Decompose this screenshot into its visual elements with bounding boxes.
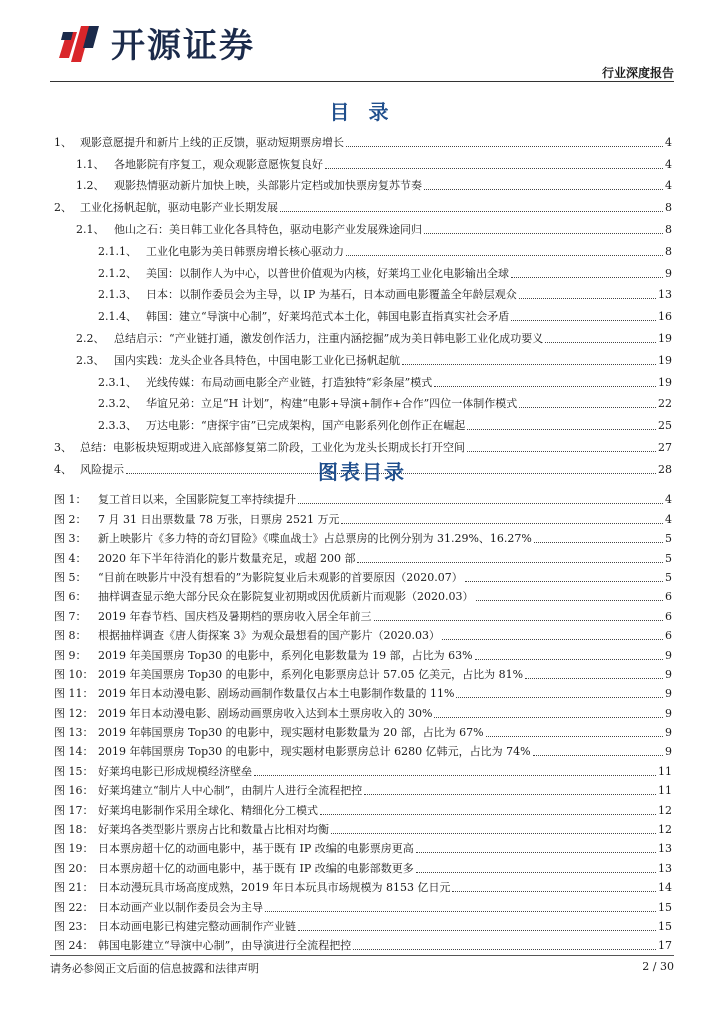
figure-entry[interactable] bbox=[0, 837, 724, 856]
entry-title: 日本动画电影已构建完整动画制作产业链 bbox=[98, 919, 296, 933]
entry-title: 观影意愿提升和新片上线的正反馈，驱动短期票房增长 bbox=[80, 135, 344, 149]
entry-title: 日本：以制作委员会为主导，以 IP 为基石，日本动画电影覆盖全年龄层观众 bbox=[146, 288, 517, 302]
entry-page-number: 19 bbox=[658, 353, 672, 367]
dot-leader bbox=[465, 581, 663, 582]
header-divider bbox=[50, 81, 674, 82]
toc-entry[interactable] bbox=[0, 172, 724, 194]
figure-entry[interactable] bbox=[0, 876, 724, 895]
entry-number: 2.3.2、 bbox=[98, 397, 137, 411]
entry-number: 图 1： bbox=[54, 493, 87, 507]
figure-entry[interactable] bbox=[0, 507, 724, 526]
entry-page-number: 12 bbox=[658, 803, 672, 817]
entry-page-number: 15 bbox=[658, 900, 672, 914]
figure-entry[interactable] bbox=[0, 585, 724, 604]
entry-number: 3、 bbox=[54, 440, 72, 454]
entry-title: 华谊兄弟：立足“H 计划”，构建“电影+导演+制作+合作”四位一体制作模式 bbox=[146, 397, 518, 411]
figure-entry[interactable] bbox=[0, 779, 724, 798]
entry-number: 图 19： bbox=[54, 842, 94, 856]
dot-leader bbox=[298, 503, 663, 504]
toc-heading: 目 录 bbox=[329, 100, 395, 124]
dot-leader bbox=[374, 620, 664, 621]
figure-entry[interactable] bbox=[0, 721, 724, 740]
entry-number: 图 9： bbox=[54, 648, 87, 662]
figure-entry[interactable] bbox=[0, 856, 724, 875]
entry-title: 日本票房超十亿的动画电影中，基于既有 IP 改编的电影票房更高 bbox=[98, 842, 414, 856]
dot-leader bbox=[416, 852, 656, 853]
dot-leader bbox=[325, 168, 663, 169]
dot-leader bbox=[364, 794, 656, 795]
entry-number: 2.1.2、 bbox=[98, 266, 137, 280]
entry-number: 2、 bbox=[54, 201, 72, 215]
entry-number: 2.1、 bbox=[76, 222, 105, 236]
dot-leader bbox=[467, 451, 656, 452]
logo-mark-icon bbox=[55, 18, 107, 66]
entry-page-number: 11 bbox=[658, 764, 672, 778]
dot-leader bbox=[519, 407, 656, 408]
dot-leader bbox=[442, 639, 663, 640]
entry-number: 4、 bbox=[54, 462, 72, 476]
entry-page-number: 9 bbox=[665, 266, 672, 280]
entry-title: 总结启示：“产业链打通，激发创作活力，注重内涵挖掘”成为美日韩电影工业化成功要义 bbox=[114, 331, 544, 345]
entry-number: 图 4： bbox=[54, 551, 87, 565]
entry-title: 日本票房超十亿的动画电影中，基于既有 IP 改编的电影部数更多 bbox=[98, 861, 414, 875]
entry-title: 风险提示 bbox=[80, 462, 124, 476]
figure-entry[interactable] bbox=[0, 915, 724, 934]
entry-number: 图 2： bbox=[54, 512, 87, 526]
toc-entry[interactable] bbox=[0, 215, 724, 237]
toc-entry[interactable] bbox=[0, 281, 724, 303]
figure-entry[interactable] bbox=[0, 895, 724, 914]
page-number: 2 / 30 bbox=[642, 960, 674, 973]
figure-entry[interactable] bbox=[0, 663, 724, 682]
entry-page-number: 19 bbox=[658, 331, 672, 345]
dot-leader bbox=[280, 211, 663, 212]
entry-page-number: 15 bbox=[658, 919, 672, 933]
figure-entry[interactable] bbox=[0, 934, 724, 953]
company-name: 开源证券 bbox=[111, 25, 255, 66]
dot-leader bbox=[346, 146, 663, 147]
dot-leader bbox=[346, 255, 663, 256]
dot-leader bbox=[357, 562, 663, 563]
dot-leader bbox=[265, 911, 656, 912]
toc-entry[interactable] bbox=[0, 390, 724, 412]
entry-page-number: 28 bbox=[658, 462, 672, 476]
toc-entry[interactable] bbox=[0, 433, 724, 455]
entry-title: 2020 年下半年待消化的影片数量充足，或超 200 部 bbox=[98, 551, 356, 565]
entry-number: 图 3： bbox=[54, 532, 87, 546]
entry-number: 图 14： bbox=[54, 745, 94, 759]
entry-number: 2.1.1、 bbox=[98, 244, 137, 258]
entry-number: 2.1.3、 bbox=[98, 288, 137, 302]
entry-title: 工业化扬帆起航，驱动电影产业长期发展 bbox=[80, 201, 278, 215]
figure-entry[interactable] bbox=[0, 604, 724, 623]
dot-leader bbox=[402, 364, 656, 365]
entry-page-number: 11 bbox=[658, 784, 672, 798]
figure-entry[interactable] bbox=[0, 624, 724, 643]
list-of-figures bbox=[0, 488, 724, 953]
dot-leader bbox=[511, 320, 656, 321]
entry-page-number: 8 bbox=[665, 244, 672, 258]
dot-leader bbox=[545, 342, 656, 343]
entry-title: 日本动漫玩具市场高度成熟，2019 年日本玩具市场规模为 8153 亿日元 bbox=[98, 881, 451, 895]
dot-leader bbox=[416, 872, 656, 873]
entry-number: 图 5： bbox=[54, 570, 87, 584]
entry-page-number: 4 bbox=[665, 135, 672, 149]
company-logo bbox=[55, 18, 255, 66]
entry-number: 图 17： bbox=[54, 803, 94, 817]
entry-page-number: 19 bbox=[658, 375, 672, 389]
entry-number: 图 18： bbox=[54, 823, 94, 837]
entry-title: 工业化电影为美日韩票房增长核心驱动力 bbox=[146, 244, 344, 258]
entry-number: 2.3.1、 bbox=[98, 375, 137, 389]
entry-page-number: 4 bbox=[665, 179, 672, 193]
entry-title: 各地影院有序复工，观众观影意愿恢复良好 bbox=[114, 157, 323, 171]
dot-leader bbox=[298, 930, 656, 931]
entry-title: 2019 年韩国票房 Top30 的电影中，现实题材电影票房总计 6280 亿韩元，占比为 74% bbox=[98, 745, 531, 759]
figure-entry[interactable] bbox=[0, 566, 724, 585]
figure-entry[interactable] bbox=[0, 759, 724, 778]
entry-number: 1.1、 bbox=[76, 157, 105, 171]
entry-title: 2019 年日本动漫电影、剧场动画制作数量仅占本土电影制作数量的 11% bbox=[98, 687, 455, 701]
entry-title: 美国：以制作人为中心，以普世价值观为内核，好莱坞工业化电影输出全球 bbox=[146, 266, 509, 280]
table-of-contents bbox=[0, 128, 724, 477]
entry-page-number: 5 bbox=[665, 551, 672, 565]
dot-leader bbox=[467, 429, 656, 430]
dot-leader bbox=[434, 717, 663, 718]
figures-heading: 图表目录 bbox=[318, 460, 406, 484]
entry-number: 图 24： bbox=[54, 939, 94, 953]
dot-leader bbox=[331, 833, 656, 834]
entry-title: 光线传媒：布局动画电影全产业链，打造独特“彩条屋”模式 bbox=[146, 375, 433, 389]
dot-leader bbox=[456, 697, 663, 698]
toc-entry[interactable] bbox=[0, 324, 724, 346]
entry-number: 图 11： bbox=[54, 687, 94, 701]
toc-entry[interactable] bbox=[0, 259, 724, 281]
entry-title: 韩国：建立“导演中心制”，好莱坞范式本土化，韩国电影直指真实社会矛盾 bbox=[146, 310, 510, 324]
entry-number: 图 13： bbox=[54, 726, 94, 740]
entry-title: 国内实践：龙头企业各具特色，中国电影工业化已扬帆起航 bbox=[114, 353, 400, 367]
toc-entry[interactable] bbox=[0, 237, 724, 259]
toc-entry[interactable] bbox=[0, 368, 724, 390]
entry-number: 1.2、 bbox=[76, 179, 105, 193]
entry-number: 2.3、 bbox=[76, 353, 105, 367]
toc-entry[interactable] bbox=[0, 128, 724, 150]
entry-title: 2019 年韩国票房 Top30 的电影中，现实题材电影数量为 20 部，占比为 67% bbox=[98, 726, 484, 740]
entry-page-number: 8 bbox=[665, 222, 672, 236]
figure-entry[interactable] bbox=[0, 798, 724, 817]
dot-leader bbox=[533, 755, 663, 756]
entry-page-number: 17 bbox=[658, 939, 672, 953]
entry-page-number: 9 bbox=[665, 667, 672, 681]
dot-leader bbox=[452, 891, 656, 892]
dot-leader bbox=[476, 600, 664, 601]
dot-leader bbox=[353, 949, 656, 950]
entry-title: 总结：电影板块短期或进入底部修复第二阶段，工业化为龙头长期成长打开空间 bbox=[80, 440, 465, 454]
entry-page-number: 4 bbox=[665, 512, 672, 526]
entry-number: 图 23： bbox=[54, 919, 94, 933]
entry-page-number: 4 bbox=[665, 493, 672, 507]
entry-page-number: 13 bbox=[658, 842, 672, 856]
entry-number: 图 10： bbox=[54, 667, 94, 681]
entry-page-number: 22 bbox=[658, 397, 672, 411]
entry-title: 他山之石：美日韩工业化各具特色，驱动电影产业发展殊途同归 bbox=[114, 222, 422, 236]
entry-page-number: 6 bbox=[665, 590, 672, 604]
entry-number: 2.2、 bbox=[76, 331, 105, 345]
entry-title: 2019 年日本动漫电影、剧场动画票房收入达到本土票房收入的 30% bbox=[98, 706, 433, 720]
entry-number: 图 8： bbox=[54, 629, 87, 643]
figure-entry[interactable] bbox=[0, 546, 724, 565]
entry-number: 图 12： bbox=[54, 706, 94, 720]
dot-leader bbox=[486, 736, 663, 737]
toc-entry[interactable] bbox=[0, 193, 724, 215]
dot-leader bbox=[424, 189, 663, 190]
entry-title: 抽样调查显示绝大部分民众在影院复业初期或因优质新片而观影（2020.03） bbox=[98, 590, 474, 604]
dot-leader bbox=[424, 233, 663, 234]
entry-number: 图 16： bbox=[54, 784, 94, 798]
entry-page-number: 9 bbox=[665, 745, 672, 759]
entry-title: 2019 年春节档、国庆档及暑期档的票房收入居全年前三 bbox=[98, 609, 372, 623]
figure-entry[interactable] bbox=[0, 701, 724, 720]
entry-title: 好莱坞电影制作采用全球化、精细化分工模式 bbox=[98, 803, 318, 817]
disclaimer-text: 请务必参阅正文后面的信息披露和法律声明 bbox=[50, 962, 259, 975]
entry-page-number: 9 bbox=[665, 648, 672, 662]
dot-leader bbox=[475, 659, 663, 660]
entry-number: 图 22： bbox=[54, 900, 94, 914]
entry-number: 1、 bbox=[54, 135, 72, 149]
entry-title: 韩国电影建立“导演中心制”，由导演进行全流程把控 bbox=[98, 939, 352, 953]
figure-entry[interactable] bbox=[0, 740, 724, 759]
dot-leader bbox=[525, 678, 663, 679]
report-type-label: 行业深度报告 bbox=[601, 66, 674, 80]
page-header bbox=[0, 0, 724, 82]
entry-page-number: 13 bbox=[658, 861, 672, 875]
entry-page-number: 9 bbox=[665, 687, 672, 701]
entry-title: 2019 年美国票房 Top30 的电影中，系列化电影数量为 19 部，占比为 63% bbox=[98, 648, 473, 662]
entry-title: 根据抽样调查《唐人街探案 3》为观众最想看的国产影片（2020.03） bbox=[98, 629, 440, 643]
entry-page-number: 9 bbox=[665, 726, 672, 740]
figure-entry[interactable] bbox=[0, 527, 724, 546]
footer-divider bbox=[50, 955, 674, 956]
dot-leader bbox=[254, 775, 656, 776]
toc-entry[interactable] bbox=[0, 150, 724, 172]
entry-page-number: 14 bbox=[658, 881, 672, 895]
entry-page-number: 6 bbox=[665, 629, 672, 643]
entry-title: 好莱坞建立“制片人中心制”，由制片人进行全流程把控 bbox=[98, 784, 363, 798]
figure-entry[interactable] bbox=[0, 643, 724, 662]
entry-number: 图 15： bbox=[54, 764, 94, 778]
dot-leader bbox=[434, 386, 656, 387]
dot-leader bbox=[511, 277, 663, 278]
dot-leader bbox=[534, 542, 663, 543]
entry-page-number: 25 bbox=[658, 419, 672, 433]
entry-number: 图 6： bbox=[54, 590, 87, 604]
entry-title: 好莱坞电影已形成规模经济壁垒 bbox=[98, 764, 252, 778]
entry-page-number: 13 bbox=[658, 288, 672, 302]
entry-title: 观影热情驱动新片加快上映，头部影片定档或加快票房复苏节奏 bbox=[114, 179, 422, 193]
entry-page-number: 9 bbox=[665, 706, 672, 720]
dot-leader bbox=[320, 814, 656, 815]
toc-entry[interactable] bbox=[0, 411, 724, 433]
figure-entry[interactable] bbox=[0, 818, 724, 837]
entry-number: 2.3.3、 bbox=[98, 419, 137, 433]
dot-leader bbox=[341, 523, 663, 524]
entry-title: 日本动画产业以制作委员会为主导 bbox=[98, 900, 263, 914]
entry-number: 图 7： bbox=[54, 609, 87, 623]
entry-page-number: 27 bbox=[658, 440, 672, 454]
entry-number: 2.1.4、 bbox=[98, 310, 137, 324]
entry-page-number: 6 bbox=[665, 609, 672, 623]
toc-entry[interactable] bbox=[0, 302, 724, 324]
entry-page-number: 5 bbox=[665, 570, 672, 584]
entry-page-number: 5 bbox=[665, 532, 672, 546]
figure-entry[interactable] bbox=[0, 682, 724, 701]
figure-entry[interactable] bbox=[0, 488, 724, 507]
entry-title: 好莱坞各类型影片票房占比和数量占比相对均衡 bbox=[98, 823, 329, 837]
entry-number: 图 20： bbox=[54, 861, 94, 875]
entry-page-number: 16 bbox=[658, 310, 672, 324]
entry-title: 复工首日以来，全国影院复工率持续提升 bbox=[98, 493, 296, 507]
entry-title: 7 月 31 日出票数量 78 万张，日票房 2521 万元 bbox=[98, 512, 340, 526]
entry-page-number: 8 bbox=[665, 201, 672, 215]
entry-page-number: 12 bbox=[658, 823, 672, 837]
entry-title: 新上映影片《多力特的奇幻冒险》《喋血战士》占总票房的比例分别为 31.29%、16.27% bbox=[98, 532, 532, 546]
entry-page-number: 4 bbox=[665, 157, 672, 171]
dot-leader bbox=[519, 298, 656, 299]
entry-title: 万达电影：“唐探宇宙”已完成架构，国产电影系列化创作正在崛起 bbox=[146, 419, 466, 433]
entry-title: “目前在映影片中没有想看的”为影院复业后未观影的首要原因（2020.07） bbox=[98, 570, 463, 584]
entry-title: 2019 年美国票房 Top30 的电影中，系列化电影票房总计 57.05 亿美元，占比为 81% bbox=[98, 667, 524, 681]
entry-number: 图 21： bbox=[54, 881, 94, 895]
toc-entry[interactable] bbox=[0, 346, 724, 368]
